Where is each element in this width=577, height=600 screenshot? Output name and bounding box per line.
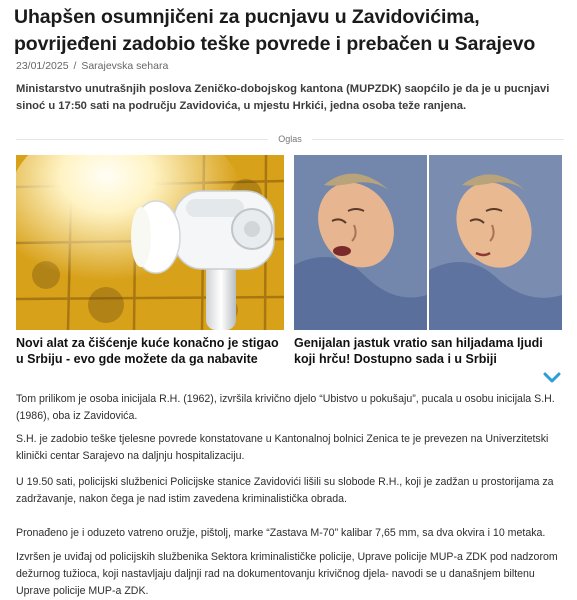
ad-caption-cleaning-tool[interactable]: Novi alat za čišćenje kuće konačno je stigao u Srbiju - evo gde možete da ga nabavite [16, 336, 279, 366]
article-meta [16, 60, 168, 72]
ad-label [16, 131, 564, 147]
article-source[interactable]: Sarajevska sehara [81, 60, 169, 72]
ad-image-cleaning-brush[interactable] [16, 155, 284, 330]
article-date: 23/01/2025 [16, 60, 69, 72]
ad-divider-right [312, 139, 564, 140]
article-paragraph: Tom prilikom je osoba inicijala R.H. (1962), izvršila krivično djelo “Ubistvo u pokušaju”, pucala u osobu inicijala S.H. (1986), oba iz Zavidovića. [16, 393, 555, 422]
meta-separator: / [73, 60, 77, 72]
article-paragraph: Pronađeno je i oduzeto vatreno oružje, pištolj, marke “Zastava M-70” kalibar 7,65 mm, sa dva okvira i 10 metaka. [16, 527, 546, 539]
article-paragraph: Izvršen je uviđaj od policijskih službenika Sektora kriminalističke policije, Uprave policije MUP-a ZDK pod nadzorom dežurnog tužioca, koji nastavljaju daljnji rad na dokumentovanju krivičnog djela- navodi se u današnjem biltenu Uprave policije MUP-a ZDK. [16, 551, 558, 597]
ad-label-text: Oglas [278, 134, 302, 144]
chevron-down-icon[interactable] [543, 371, 561, 383]
ad-image-sleeping-man[interactable] [294, 155, 562, 330]
article-paragraph: U 19.50 sati, policijski službenici Policijske stanice Zavidovići lišili su slobode R.H., koji je zadžan u prostorijama za zadržavanje, nakon čega je nad istim zavedena kriminalistička obrada. [16, 476, 554, 505]
ad-card-cleaning-tool[interactable] [16, 155, 284, 367]
ad-card-pillow[interactable] [294, 155, 562, 367]
ad-divider-left [16, 139, 268, 140]
article-paragraph: S.H. je zadobio teške tjelesne povrede konstatovane u Kantonalnoj bolnici Zenica te je prevezen na Univerzitetski klinički centar Sarajevo na daljnju hospitalizaciju. [16, 433, 549, 462]
article-title: Uhapšen osumnjičeni za pucnjavu u Zavidovićima, povrijeđeni zadobio teške povrede i prebačen u Sarajevo [14, 6, 536, 55]
ad-caption-pillow[interactable]: Genijalan jastuk vratio san hiljadama ljudi koji hrču! Dostupno sada i u Srbiji [294, 336, 543, 366]
article-lead: Ministarstvo unutrašnjih poslova Zeničko-dobojskog kantona (MUPZDK) saopćilo je da je u pucnjavi sinoć u 17:50 sati na području Zavidovića, u mjestu Hrkići, jedna osoba teže ranjena. [16, 83, 550, 112]
